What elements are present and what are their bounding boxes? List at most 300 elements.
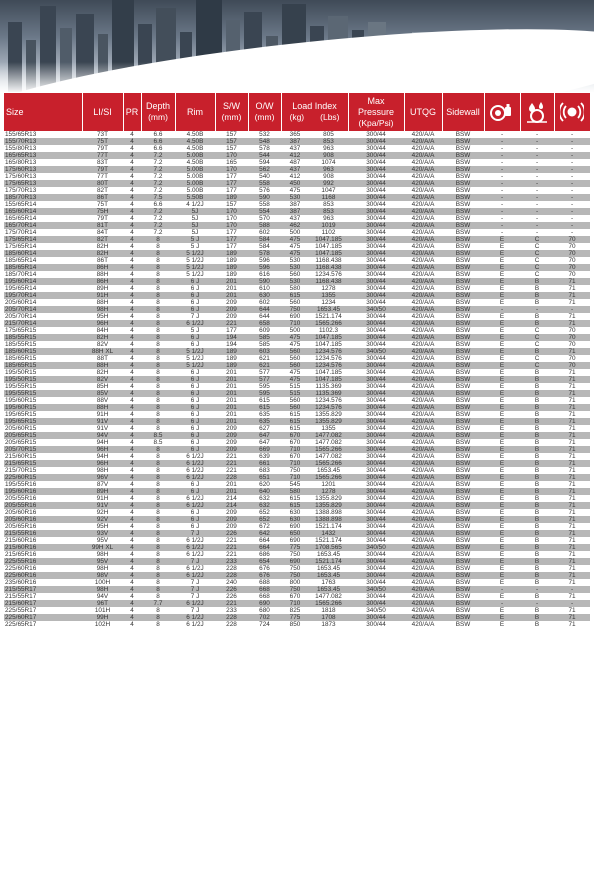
cell-fuel-grade: - [484, 194, 520, 201]
cell-li-si: 75T [82, 138, 123, 145]
cell-depth: 7.2 [141, 187, 175, 194]
cell-wet-grade: - [520, 194, 554, 201]
cell-depth: 8 [141, 488, 175, 495]
cell-size: 175/65R14 [4, 236, 82, 243]
cell-sw: 170 [215, 152, 248, 159]
cell-sidewall: BSW [442, 432, 484, 439]
cell-size: 195/70R14 [4, 292, 82, 299]
cell-wet-grade: B [520, 383, 554, 390]
cell-pr: 4 [123, 432, 141, 439]
cell-noise-db: 71 [554, 411, 590, 418]
cell-sidewall: BSW [442, 152, 484, 159]
cell-size: 225/55R17 [4, 607, 82, 614]
cell-sw: 209 [215, 299, 248, 306]
cell-ow: 577 [248, 369, 281, 376]
cell-sw: 194 [215, 341, 248, 348]
cell-ow: 558 [248, 201, 281, 208]
cell-ow: 644 [248, 313, 281, 320]
cell-size: 195/50R15 [4, 376, 82, 383]
cell-li-si: 91V [82, 418, 123, 425]
cell-ow: 627 [248, 425, 281, 432]
table-row [4, 446, 590, 453]
cell-max-pressure: 300/44 [348, 334, 404, 341]
cell-wet-grade: C [520, 341, 554, 348]
cell-noise-db: 71 [554, 621, 590, 628]
cell-load-lbs: 1234.576 [309, 355, 348, 362]
cell-size: 225/55R16 [4, 558, 82, 565]
cell-max-pressure: 300/44 [348, 278, 404, 285]
header-depth [141, 93, 175, 131]
cell-load-kg: 530 [281, 257, 309, 264]
cell-fuel-grade: E [484, 474, 520, 481]
cell-sw: 209 [215, 313, 248, 320]
cell-utqg: 420/A/A [404, 180, 442, 187]
cell-noise-db: 71 [554, 551, 590, 558]
header-depth-label: Depth [145, 101, 171, 111]
cell-sw: 201 [215, 383, 248, 390]
cell-sw: 209 [215, 306, 248, 313]
cell-load-kg: 710 [281, 446, 309, 453]
cell-sw: 201 [215, 278, 248, 285]
cell-depth: 7.2 [141, 173, 175, 180]
cell-max-pressure: 300/44 [348, 152, 404, 159]
cell-wet-grade: B [520, 474, 554, 481]
cell-max-pressure: 300/44 [348, 341, 404, 348]
cell-sidewall: BSW [442, 264, 484, 271]
cell-load-kg: 630 [281, 509, 309, 516]
cell-wet-grade: - [520, 215, 554, 222]
cell-load-kg: 670 [281, 432, 309, 439]
cell-fuel-grade: E [484, 579, 520, 586]
header-max-pressure-label: Max Pressure [358, 95, 395, 117]
cell-sw: 233 [215, 607, 248, 614]
cell-pr: 4 [123, 397, 141, 404]
cell-ow: 644 [248, 306, 281, 313]
cell-ow: 570 [248, 215, 281, 222]
cell-max-pressure: 300/44 [348, 355, 404, 362]
cell-sidewall: BSW [442, 341, 484, 348]
cell-depth: 8 [141, 355, 175, 362]
cell-sw: 201 [215, 376, 248, 383]
cell-wet-grade: B [520, 607, 554, 614]
cell-li-si: 95V [82, 537, 123, 544]
cell-li-si: 86H [82, 264, 123, 271]
cell-fuel-grade: E [484, 236, 520, 243]
cell-load-kg: 475 [281, 187, 309, 194]
cell-size: 205/70R14 [4, 313, 82, 320]
cell-depth: 8 [141, 418, 175, 425]
cell-li-si: 99H [82, 614, 123, 621]
cell-load-kg: 825 [281, 607, 309, 614]
cell-utqg: 420/A/A [404, 131, 442, 138]
cell-utqg: 420/A/A [404, 544, 442, 551]
cell-pr: 4 [123, 607, 141, 614]
cell-li-si: 93V [82, 530, 123, 537]
cell-load-kg: 775 [281, 544, 309, 551]
cell-li-si: 98H [82, 306, 123, 313]
cell-depth: 8 [141, 306, 175, 313]
cell-depth: 8.5 [141, 432, 175, 439]
table-row [4, 502, 590, 509]
cell-li-si: 79T [82, 145, 123, 152]
cell-utqg: 420/A/A [404, 495, 442, 502]
cell-sidewall: BSW [442, 411, 484, 418]
cell-li-si: 79T [82, 215, 123, 222]
cell-ow: 632 [248, 495, 281, 502]
header-ow [248, 93, 281, 131]
cell-utqg: 420/A/A [404, 607, 442, 614]
cell-depth: 8 [141, 558, 175, 565]
cell-sidewall: BSW [442, 250, 484, 257]
cell-pr: 4 [123, 236, 141, 243]
cell-max-pressure: 300/44 [348, 229, 404, 236]
cell-size: 165/80R13 [4, 159, 82, 166]
table-row [4, 264, 590, 271]
cell-rim: 6 1/2J [175, 600, 215, 607]
cell-pr: 4 [123, 467, 141, 474]
cell-load-kg: 475 [281, 341, 309, 348]
cell-ow: 620 [248, 481, 281, 488]
cell-wet-grade: - [520, 208, 554, 215]
cell-sw: 189 [215, 355, 248, 362]
cell-ow: 596 [248, 264, 281, 271]
cell-load-kg: 710 [281, 460, 309, 467]
cell-size: 195/55R16 [4, 481, 82, 488]
cell-sw: 170 [215, 222, 248, 229]
cell-depth: 8 [141, 467, 175, 474]
cell-ow: 621 [248, 355, 281, 362]
cell-utqg: 420/A/A [404, 502, 442, 509]
cell-rim: 6 J [175, 390, 215, 397]
table-row [4, 278, 590, 285]
cell-max-pressure: 300/44 [348, 390, 404, 397]
cell-ow: 680 [248, 607, 281, 614]
cell-fuel-grade: E [484, 593, 520, 600]
cell-noise-db: 70 [554, 264, 590, 271]
cell-load-kg: 615 [281, 418, 309, 425]
cell-noise-db: 71 [554, 495, 590, 502]
cell-size: 195/60R15 [4, 404, 82, 411]
cell-rim: 7 J [175, 530, 215, 537]
cell-load-lbs: 1047.185 [309, 376, 348, 383]
cell-ow: 632 [248, 502, 281, 509]
cell-noise-db: 71 [554, 383, 590, 390]
cell-li-si: 98V [82, 572, 123, 579]
table-row [4, 439, 590, 446]
cell-noise-db: 71 [554, 579, 590, 586]
cell-size: 205/60R14 [4, 299, 82, 306]
cell-load-kg: 560 [281, 348, 309, 355]
cell-max-pressure: 300/44 [348, 159, 404, 166]
cell-sidewall: BSW [442, 530, 484, 537]
cell-rim: 4.50B [175, 131, 215, 138]
cell-rim: 6 J [175, 369, 215, 376]
cell-sidewall: BSW [442, 131, 484, 138]
cell-max-pressure: 300/44 [348, 404, 404, 411]
cell-max-pressure: 300/44 [348, 383, 404, 390]
cell-pr: 4 [123, 306, 141, 313]
cell-depth: 7.7 [141, 600, 175, 607]
cell-pr: 4 [123, 250, 141, 257]
cell-sidewall: BSW [442, 320, 484, 327]
cell-depth: 8 [141, 278, 175, 285]
cell-depth: 8 [141, 593, 175, 600]
cell-max-pressure: 300/44 [348, 215, 404, 222]
cell-sidewall: BSW [442, 201, 484, 208]
cell-rim: 6 J [175, 306, 215, 313]
cell-ow: 548 [248, 138, 281, 145]
cell-load-kg: 475 [281, 369, 309, 376]
cell-load-lbs: 1388.898 [309, 509, 348, 516]
cell-utqg: 420/A/A [404, 334, 442, 341]
cell-load-kg: 475 [281, 236, 309, 243]
cell-depth: 8 [141, 481, 175, 488]
cell-wet-grade: - [520, 159, 554, 166]
cell-sidewall: BSW [442, 439, 484, 446]
cell-fuel-grade: E [484, 495, 520, 502]
cell-fuel-grade: - [484, 145, 520, 152]
table-row [4, 194, 590, 201]
header-sw-label: S/W [223, 101, 240, 111]
cell-li-si: 82H [82, 369, 123, 376]
cell-sidewall: BSW [442, 229, 484, 236]
cell-depth: 6.6 [141, 145, 175, 152]
cell-pr: 4 [123, 208, 141, 215]
cell-li-si: 88H [82, 271, 123, 278]
cell-sw: 201 [215, 285, 248, 292]
cell-max-pressure: 300/44 [348, 439, 404, 446]
table-row [4, 474, 590, 481]
cell-utqg: 420/A/A [404, 411, 442, 418]
cell-load-lbs: 853 [309, 138, 348, 145]
cell-sw: 201 [215, 397, 248, 404]
cell-pr: 4 [123, 299, 141, 306]
cell-li-si: 89H [82, 488, 123, 495]
cell-pr: 4 [123, 474, 141, 481]
cell-load-kg: 710 [281, 474, 309, 481]
cell-load-kg: 615 [281, 411, 309, 418]
cell-sidewall: BSW [442, 278, 484, 285]
cell-rim: 5J [175, 222, 215, 229]
table-row [4, 187, 590, 194]
cell-rim: 7 J [175, 579, 215, 586]
cell-load-lbs: 1201 [309, 481, 348, 488]
cell-noise-db: 70 [554, 327, 590, 334]
cell-max-pressure: 300/44 [348, 523, 404, 530]
cell-rim: 6 J [175, 432, 215, 439]
cell-pr: 4 [123, 544, 141, 551]
cell-rim: 5.00B [175, 152, 215, 159]
cell-fuel-grade: E [484, 390, 520, 397]
cell-depth: 6.6 [141, 138, 175, 145]
cell-sidewall: BSW [442, 516, 484, 523]
cell-load-lbs: 1234 [309, 299, 348, 306]
cell-depth: 8 [141, 334, 175, 341]
cell-rim: 5.50B [175, 194, 215, 201]
cell-ow: 621 [248, 362, 281, 369]
cell-size: 185/55R15 [4, 334, 82, 341]
cell-sw: 170 [215, 166, 248, 173]
cell-load-lbs: 1168.438 [309, 278, 348, 285]
cell-noise-db: - [554, 229, 590, 236]
cell-fuel-grade: - [484, 152, 520, 159]
cell-rim: 5 1/2J [175, 348, 215, 355]
cell-fuel-grade: - [484, 215, 520, 222]
cell-load-kg: 670 [281, 593, 309, 600]
cell-utqg: 420/A/A [404, 215, 442, 222]
cell-max-pressure: 300/44 [348, 537, 404, 544]
cell-li-si: 100H [82, 579, 123, 586]
cell-depth: 8 [141, 425, 175, 432]
cell-load-kg: 530 [281, 278, 309, 285]
cell-noise-db: 71 [554, 446, 590, 453]
cell-load-kg: 615 [281, 292, 309, 299]
cell-rim: 5 1/2J [175, 250, 215, 257]
cell-utqg: 420/A/A [404, 306, 442, 313]
cell-max-pressure: 340/50 [348, 586, 404, 593]
cell-depth: 8 [141, 320, 175, 327]
table-row [4, 586, 590, 593]
cell-depth: 8 [141, 362, 175, 369]
cell-wet-grade: - [520, 166, 554, 173]
cell-sw: 233 [215, 558, 248, 565]
cell-wet-grade: - [520, 201, 554, 208]
cell-ow: 688 [248, 579, 281, 586]
table-body [4, 131, 590, 628]
cell-wet-grade: - [520, 138, 554, 145]
table-row [4, 460, 590, 467]
cell-ow: 585 [248, 334, 281, 341]
cell-wet-grade: B [520, 621, 554, 628]
cell-pr: 4 [123, 495, 141, 502]
cell-max-pressure: 300/44 [348, 292, 404, 299]
cell-rim: 5 1/2J [175, 355, 215, 362]
cell-size: 185/65R15 [4, 355, 82, 362]
cell-wet-grade: B [520, 593, 554, 600]
cell-fuel-grade: - [484, 586, 520, 593]
cell-max-pressure: 300/44 [348, 446, 404, 453]
cell-sw: 177 [215, 236, 248, 243]
cell-li-si: 91V [82, 502, 123, 509]
cell-sw: 157 [215, 138, 248, 145]
cell-utqg: 420/A/A [404, 145, 442, 152]
cell-pr: 4 [123, 187, 141, 194]
cell-load-kg: 750 [281, 586, 309, 593]
cell-utqg: 420/A/A [404, 558, 442, 565]
cell-sw: 214 [215, 502, 248, 509]
cell-li-si: 82T [82, 236, 123, 243]
cell-load-kg: 475 [281, 334, 309, 341]
cell-utqg: 420/A/A [404, 418, 442, 425]
table-row [4, 537, 590, 544]
cell-wet-grade: C [520, 264, 554, 271]
cell-load-kg: 387 [281, 208, 309, 215]
cell-utqg: 420/A/A [404, 292, 442, 299]
table-row [4, 145, 590, 152]
cell-pr: 4 [123, 502, 141, 509]
cell-fuel-grade: E [484, 320, 520, 327]
cell-max-pressure: 300/44 [348, 145, 404, 152]
cell-ow: 686 [248, 551, 281, 558]
table-row [4, 411, 590, 418]
cell-rim: 4 1/2J [175, 201, 215, 208]
cell-sidewall: BSW [442, 474, 484, 481]
cell-utqg: 420/A/A [404, 250, 442, 257]
cell-utqg: 420/A/A [404, 572, 442, 579]
cell-li-si: 84H [82, 327, 123, 334]
table-row [4, 593, 590, 600]
table-row [4, 565, 590, 572]
cell-wet-grade: C [520, 355, 554, 362]
cell-sidewall: BSW [442, 138, 484, 145]
cell-wet-grade: C [520, 243, 554, 250]
cell-sw: 177 [215, 180, 248, 187]
cell-wet-grade: B [520, 502, 554, 509]
cell-sidewall: BSW [442, 159, 484, 166]
cell-li-si: 88H [82, 299, 123, 306]
cell-rim: 6 J [175, 383, 215, 390]
cell-wet-grade: B [520, 320, 554, 327]
cell-utqg: 420/A/A [404, 614, 442, 621]
cell-depth: 8 [141, 376, 175, 383]
cell-size: 175/60R13 [4, 166, 82, 173]
cell-rim: 6 J [175, 292, 215, 299]
cell-sw: 177 [215, 187, 248, 194]
cell-max-pressure: 300/44 [348, 138, 404, 145]
cell-ow: 668 [248, 593, 281, 600]
cell-li-si: 82H [82, 334, 123, 341]
cell-max-pressure: 300/44 [348, 502, 404, 509]
cell-load-kg: 580 [281, 285, 309, 292]
cell-pr: 4 [123, 278, 141, 285]
cell-ow: 647 [248, 432, 281, 439]
cell-noise-db: 71 [554, 558, 590, 565]
cell-pr: 4 [123, 264, 141, 271]
cell-load-kg: 750 [281, 572, 309, 579]
cell-max-pressure: 300/44 [348, 572, 404, 579]
cell-depth: 8 [141, 614, 175, 621]
cell-rim: 6 1/2J [175, 320, 215, 327]
cell-depth: 8 [141, 264, 175, 271]
cell-max-pressure: 300/44 [348, 600, 404, 607]
cell-li-si: 95V [82, 558, 123, 565]
cell-sidewall: BSW [442, 208, 484, 215]
cell-max-pressure: 300/44 [348, 593, 404, 600]
cell-ow: 661 [248, 460, 281, 467]
cell-max-pressure: 300/44 [348, 264, 404, 271]
cell-depth: 7.2 [141, 208, 175, 215]
cell-wet-grade: B [520, 313, 554, 320]
cell-pr: 4 [123, 348, 141, 355]
cell-load-lbs: 1477.082 [309, 593, 348, 600]
cell-wet-grade: B [520, 397, 554, 404]
cell-sidewall: BSW [442, 285, 484, 292]
cell-max-pressure: 300/44 [348, 313, 404, 320]
cell-size: 225/60R15 [4, 474, 82, 481]
table-row [4, 201, 590, 208]
cell-size: 205/60R15 [4, 425, 82, 432]
cell-li-si: 84T [82, 229, 123, 236]
cell-fuel-grade: - [484, 131, 520, 138]
cell-load-kg: 710 [281, 320, 309, 327]
cell-li-si: 85H [82, 383, 123, 390]
cell-sw: 189 [215, 348, 248, 355]
cell-wet-grade: C [520, 250, 554, 257]
cell-load-kg: 615 [281, 502, 309, 509]
cell-ow: 540 [248, 173, 281, 180]
cell-rim: 5 J [175, 243, 215, 250]
cell-sw: 209 [215, 439, 248, 446]
